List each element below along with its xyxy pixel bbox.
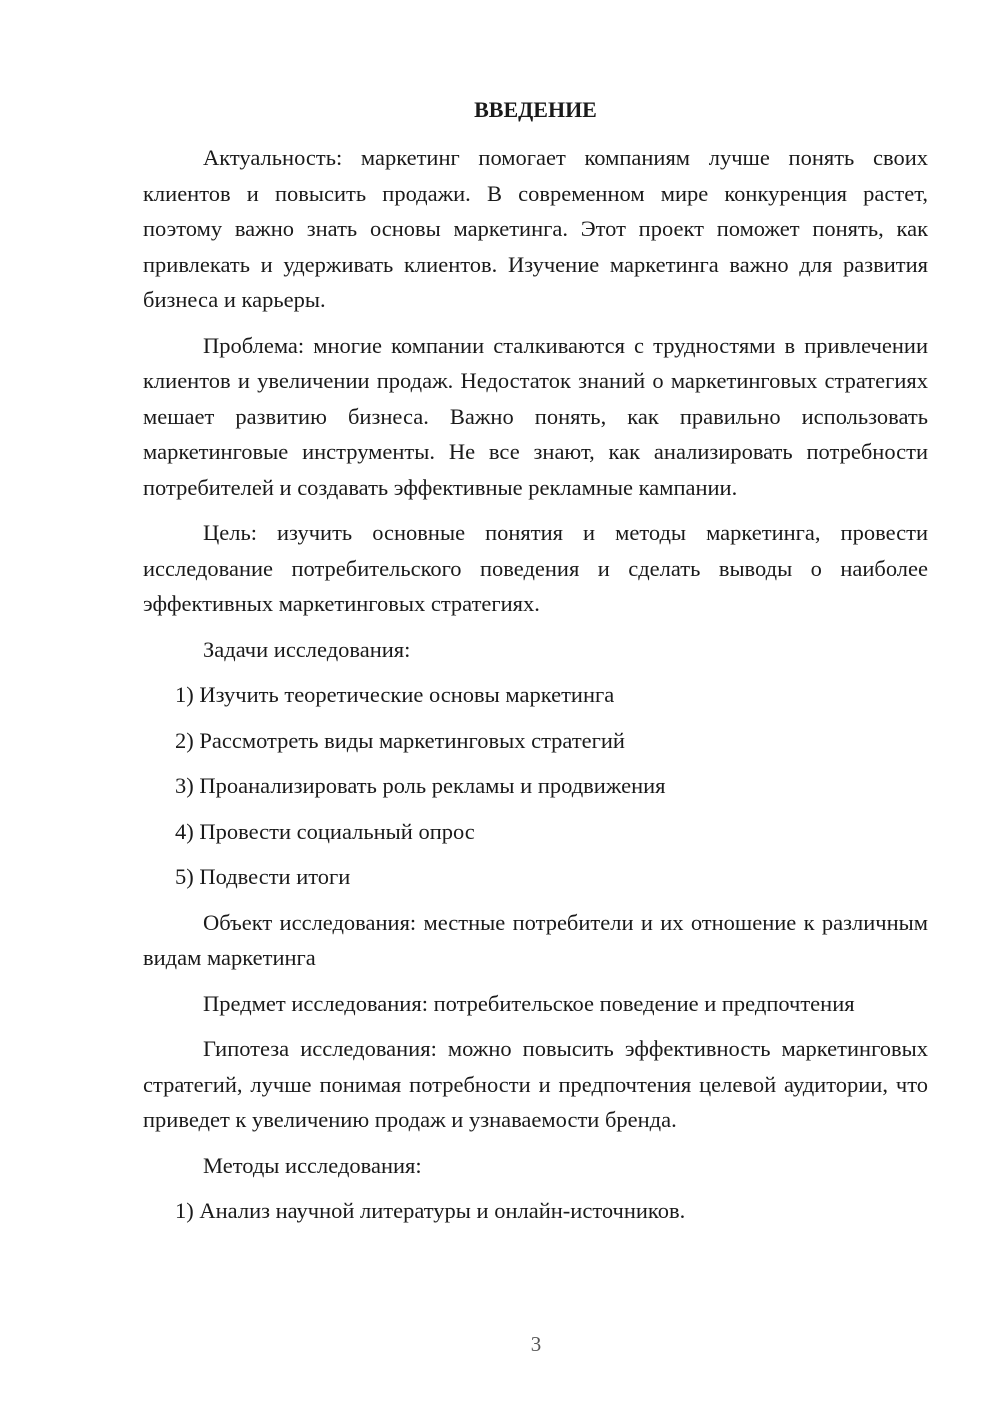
- page-number: 3: [530, 1332, 542, 1356]
- object-paragraph: Объект исследования: местные потребители и их отношение к различным видам маркетинга: [143, 909, 928, 970]
- hypothesis-paragraph: Гипотеза исследования: можно повысить эффективность маркетинговых стратегий, лучше понимая потребности и предпочтения целевой аудитории, что приведет к увеличению продаж и узнаваемости бренда.: [143, 1036, 928, 1132]
- task-item: 3) Проанализировать роль рекламы и продвижения: [175, 773, 666, 798]
- goal-paragraph: Цель: изучить основные понятия и методы маркетинга, провести исследование потребительского поведения и сделать выводы о наиболее эффективных маркетинговых стратегиях.: [143, 520, 928, 616]
- page-content: [143, 92, 928, 1239]
- task-item: 4) Провести социальный опрос: [175, 818, 475, 844]
- relevance-paragraph: Актуальность: маркетинг помогает компаниям лучше понять своих клиентов и повысить продажи. В современном мире конкуренция растет, поэтому важно знать основы маркетинга. Этот проект поможет понять, как привлекать и удерживать клиентов. Изучение маркетинга важно для развития бизнеса и карьеры.: [143, 145, 928, 312]
- method-item: 1) Анализ научной литературы и онлайн-источников.: [175, 1198, 686, 1223]
- problem-paragraph: Проблема: многие компании сталкиваются с трудностями в привлечении клиентов и увеличении продаж. Недостаток знаний о маркетинговых стратегиях мешает развитию бизнеса. Важно понять, как правильно использовать маркетинговые инструменты. Не все знают, как анализировать потребности потребителей и создавать эффективные рекламные кампании.: [143, 332, 928, 500]
- methods-heading: Методы исследования:: [203, 1152, 422, 1178]
- methods-list: [143, 1193, 928, 1229]
- section-title: ВВЕДЕНИЕ: [474, 97, 597, 122]
- tasks-heading: Задачи исследования:: [203, 636, 411, 662]
- tasks-list: [143, 677, 928, 895]
- task-item: 5) Подвести итоги: [175, 864, 351, 889]
- subject-paragraph: Предмет исследования: потребительское поведение и предпочтения: [203, 990, 855, 1016]
- task-item: 2) Рассмотреть виды маркетинговых стратегий: [175, 727, 625, 753]
- task-item: 1) Изучить теоретические основы маркетинга: [175, 682, 615, 707]
